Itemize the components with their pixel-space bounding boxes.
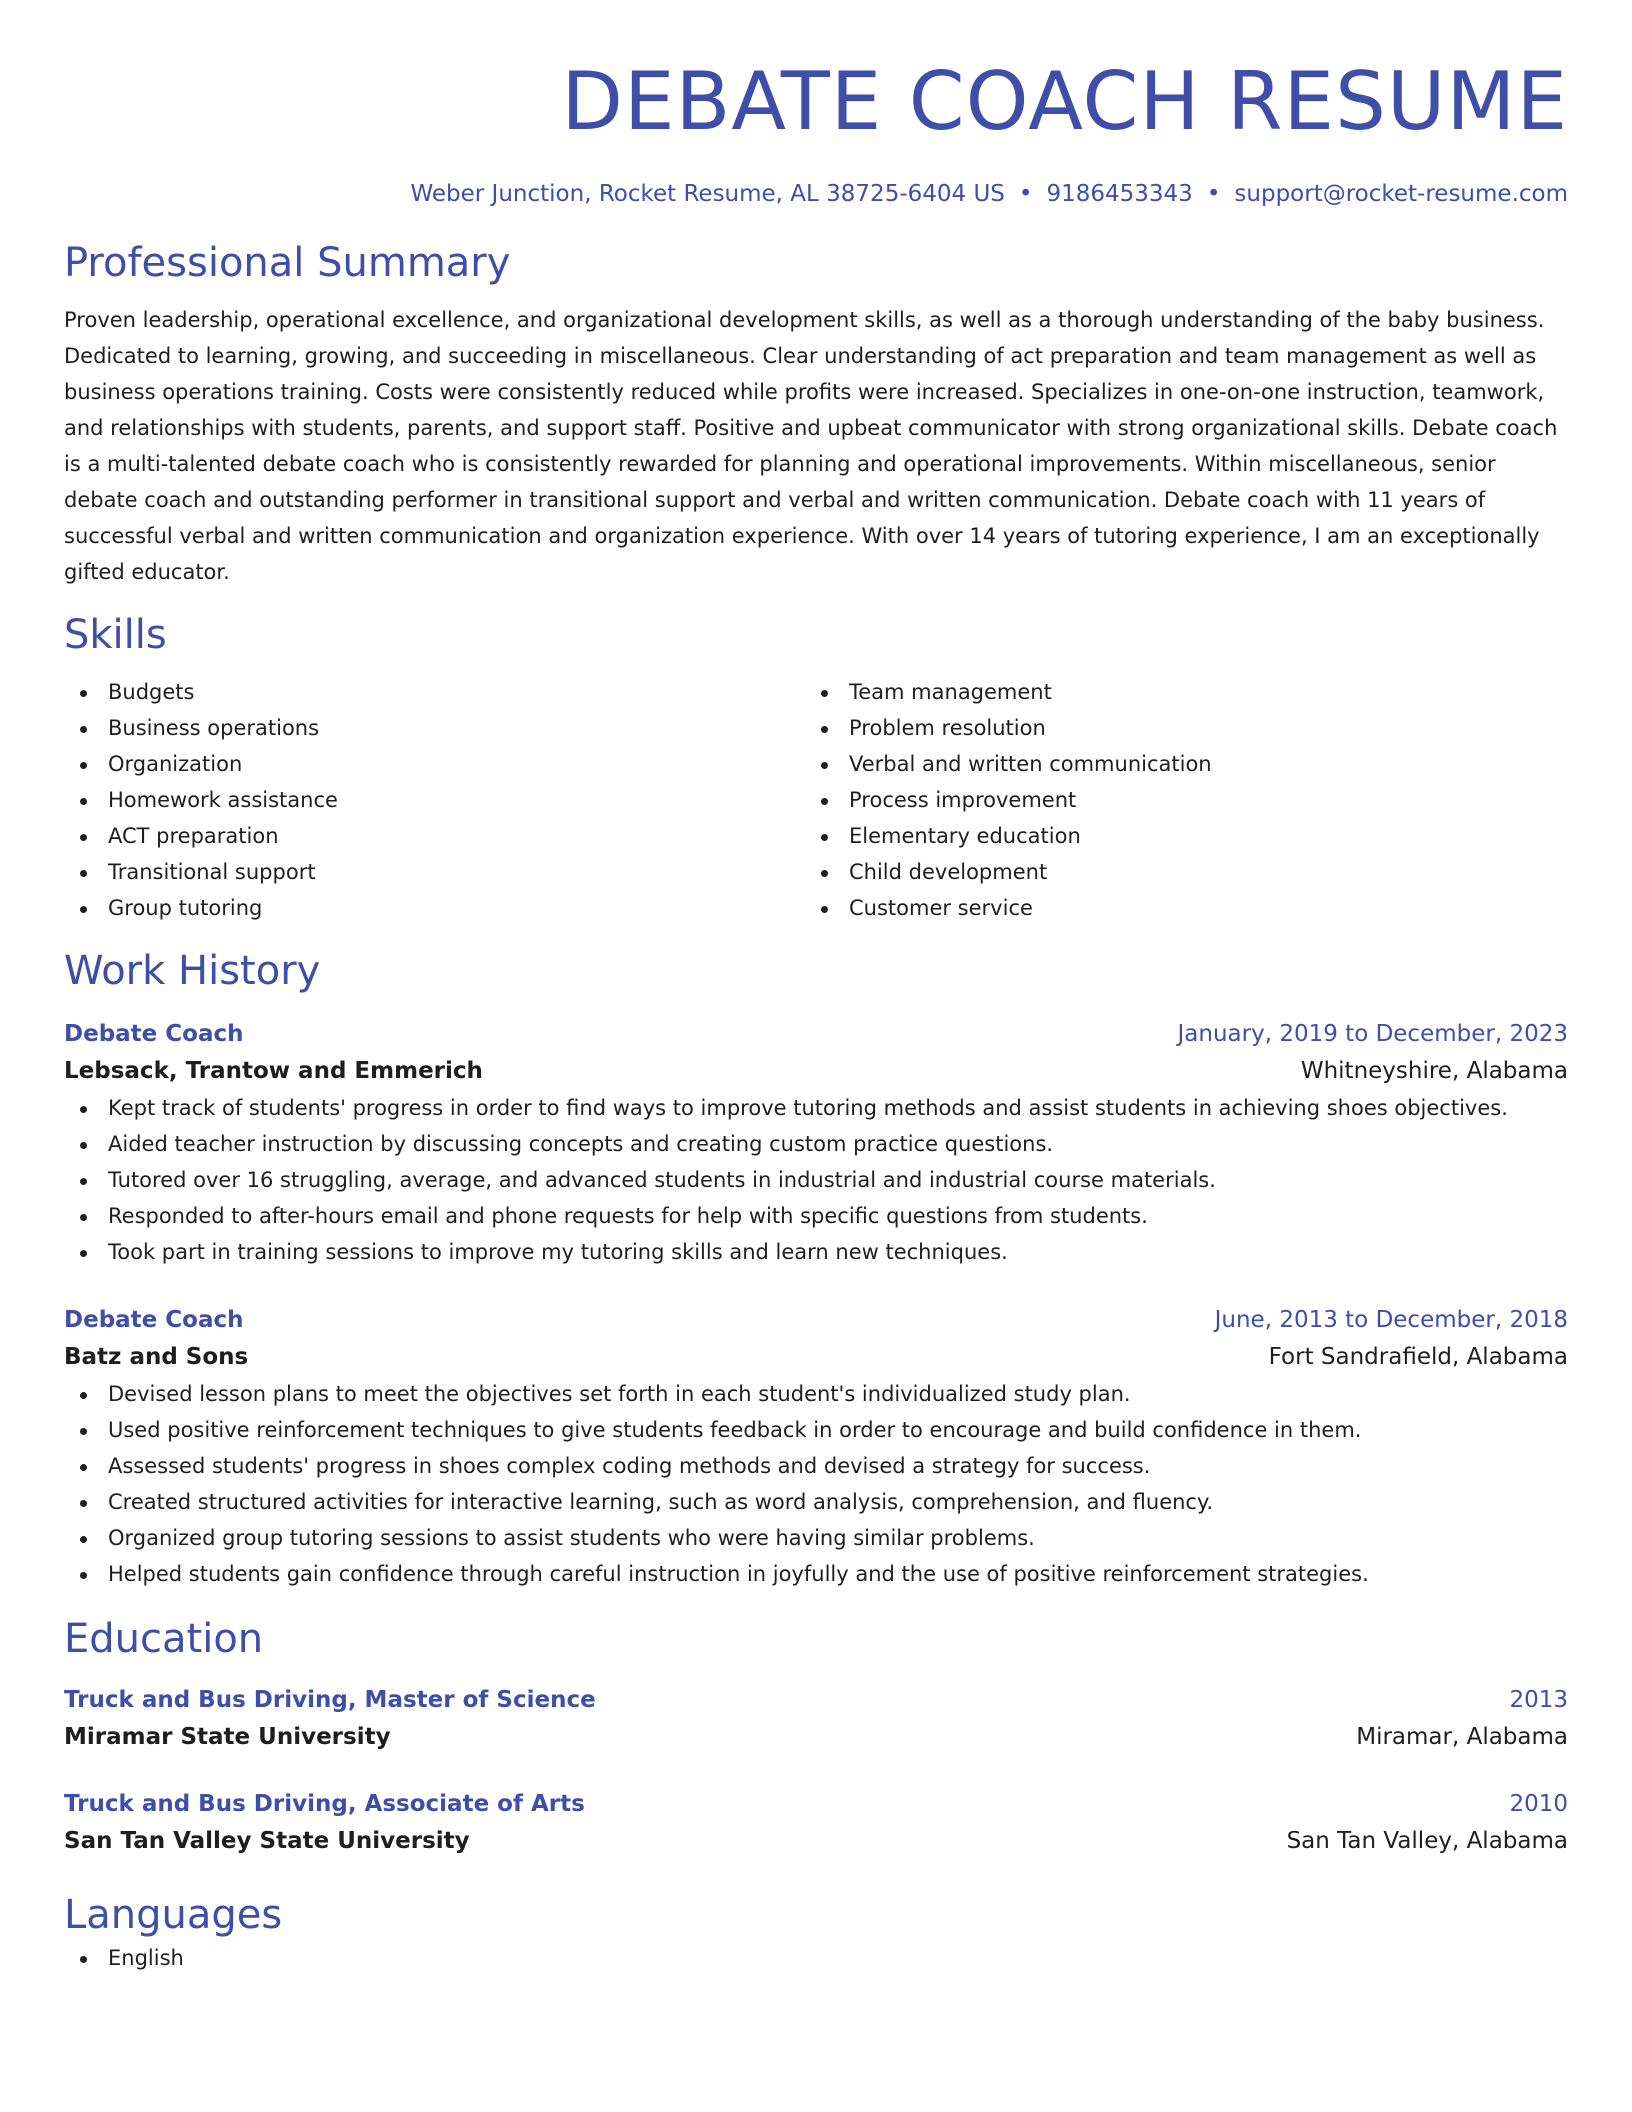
skill-item: Team management (805, 674, 1546, 710)
skill-item: Process improvement (805, 782, 1546, 818)
job-dates: January, 2019 to December, 2023 (1177, 1021, 1568, 1047)
education-header-row (64, 1786, 1568, 1822)
education-school: Miramar State University (64, 1724, 391, 1750)
contact-phone[interactable]: 9186453343 (1046, 181, 1193, 207)
education-year: 2013 (1509, 1687, 1568, 1713)
contact-separator: • (1018, 181, 1033, 207)
education-entry (64, 1682, 1568, 1756)
skills-grid (64, 674, 1568, 926)
job-title: Debate Coach (64, 1307, 244, 1333)
summary-text: Proven leadership, operational excellence, and organizational development skills, as well as a thorough understanding of the baby business. Dedicated to learning, growing, and succeeding in miscellaneous. Clear understanding of act preparation and team management as well as business operations training. Costs were consistently reduced while profits were increased. Specializes in one-on-one instruction, teamwork, and relationships with students, parents, and support staff. Positive and upbeat communicator with strong organizational skills. Debate coach is a multi-talented debate coach who is consistently rewarded for planning and operational improvements. Within miscellaneous, senior debate coach and outstanding performer in transitional support and verbal and written communication. Debate coach with 11 years of successful verbal and written communication and organization experience. With over 14 years of tutoring experience, I am an exceptionally gifted educator. (64, 308, 1558, 584)
resume-title: DEBATE COACH RESUME (561, 55, 1568, 148)
skill-item: Budgets (64, 674, 805, 710)
job-duty: Took part in training sessions to improve my tutoring skills and learn new techniques. (64, 1234, 1568, 1270)
job-duties-list (64, 1376, 1568, 1592)
job-header-row (64, 1302, 1568, 1338)
job-company-row (64, 1338, 1568, 1376)
skills-list-left (64, 674, 805, 926)
job-duty: Tutored over 16 struggling, average, and advanced students in industrial and industrial course materials. (64, 1162, 1568, 1198)
job-duty: Used positive reinforcement techniques to give students feedback in order to encourage and build confidence in them. (64, 1412, 1568, 1448)
summary-heading: Professional Summary (64, 240, 511, 286)
education-location: Miramar, Alabama (1356, 1724, 1568, 1750)
skill-item: Group tutoring (64, 890, 805, 926)
skill-item: Elementary education (805, 818, 1546, 854)
contact-separator: • (1206, 181, 1221, 207)
job-company-row (64, 1052, 1568, 1090)
skills-list-right (805, 674, 1546, 926)
job-company: Batz and Sons (64, 1344, 249, 1370)
job-entry (64, 1302, 1568, 1592)
contact-line (64, 178, 1568, 210)
contact-email[interactable]: support@rocket-resume.com (1234, 181, 1568, 207)
skills-column-left (64, 674, 805, 926)
job-company: Lebsack, Trantow and Emmerich (64, 1058, 483, 1084)
education-location: San Tan Valley, Alabama (1286, 1828, 1568, 1854)
skill-item: Customer service (805, 890, 1546, 926)
job-entry (64, 1016, 1568, 1270)
job-duty: Assessed students' progress in shoes complex coding methods and devised a strategy for success. (64, 1448, 1568, 1484)
job-duty: Aided teacher instruction by discussing concepts and creating custom practice questions. (64, 1126, 1568, 1162)
skill-item: ACT preparation (64, 818, 805, 854)
job-duty: Created structured activities for interactive learning, such as word analysis, comprehension, and fluency. (64, 1484, 1568, 1520)
job-header-row (64, 1016, 1568, 1052)
skill-item: Business operations (64, 710, 805, 746)
job-title: Debate Coach (64, 1021, 244, 1047)
job-duty: Devised lesson plans to meet the objectives set forth in each student's individualized study plan. (64, 1376, 1568, 1412)
skill-item: Organization (64, 746, 805, 782)
contact-address: Weber Junction, Rocket Resume, AL 38725-6404 US (410, 181, 1005, 207)
languages-list (64, 1940, 1568, 1976)
job-duty: Helped students gain confidence through careful instruction in joyfully and the use of positive reinforcement strategies. (64, 1556, 1568, 1592)
skills-heading: Skills (64, 612, 167, 658)
skill-item: Homework assistance (64, 782, 805, 818)
job-dates: June, 2013 to December, 2018 (1214, 1307, 1568, 1333)
education-heading: Education (64, 1616, 264, 1662)
skill-item: Problem resolution (805, 710, 1546, 746)
job-duty: Organized group tutoring sessions to assist students who were having similar problems. (64, 1520, 1568, 1556)
education-school-row (64, 1718, 1568, 1756)
job-duty: Kept track of students' progress in order to find ways to improve tutoring methods and assist students in achieving shoes objectives. (64, 1090, 1568, 1126)
job-duties-list (64, 1090, 1568, 1270)
job-duty: Responded to after-hours email and phone requests for help with specific questions from students. (64, 1198, 1568, 1234)
skill-item: Transitional support (64, 854, 805, 890)
skill-item: Child development (805, 854, 1546, 890)
languages-heading: Languages (64, 1892, 283, 1938)
education-school-row (64, 1822, 1568, 1860)
language-item: English (64, 1940, 1568, 1976)
work-history-heading: Work History (64, 948, 321, 994)
education-school: San Tan Valley State University (64, 1828, 470, 1854)
skills-column-right (805, 674, 1546, 926)
education-header-row (64, 1682, 1568, 1718)
education-degree: Truck and Bus Driving, Associate of Arts (64, 1791, 585, 1817)
education-entry (64, 1786, 1568, 1860)
job-location: Whitneyshire, Alabama (1300, 1058, 1568, 1084)
education-degree: Truck and Bus Driving, Master of Science (64, 1687, 596, 1713)
job-location: Fort Sandrafield, Alabama (1268, 1344, 1568, 1370)
education-year: 2010 (1509, 1791, 1568, 1817)
skill-item: Verbal and written communication (805, 746, 1546, 782)
